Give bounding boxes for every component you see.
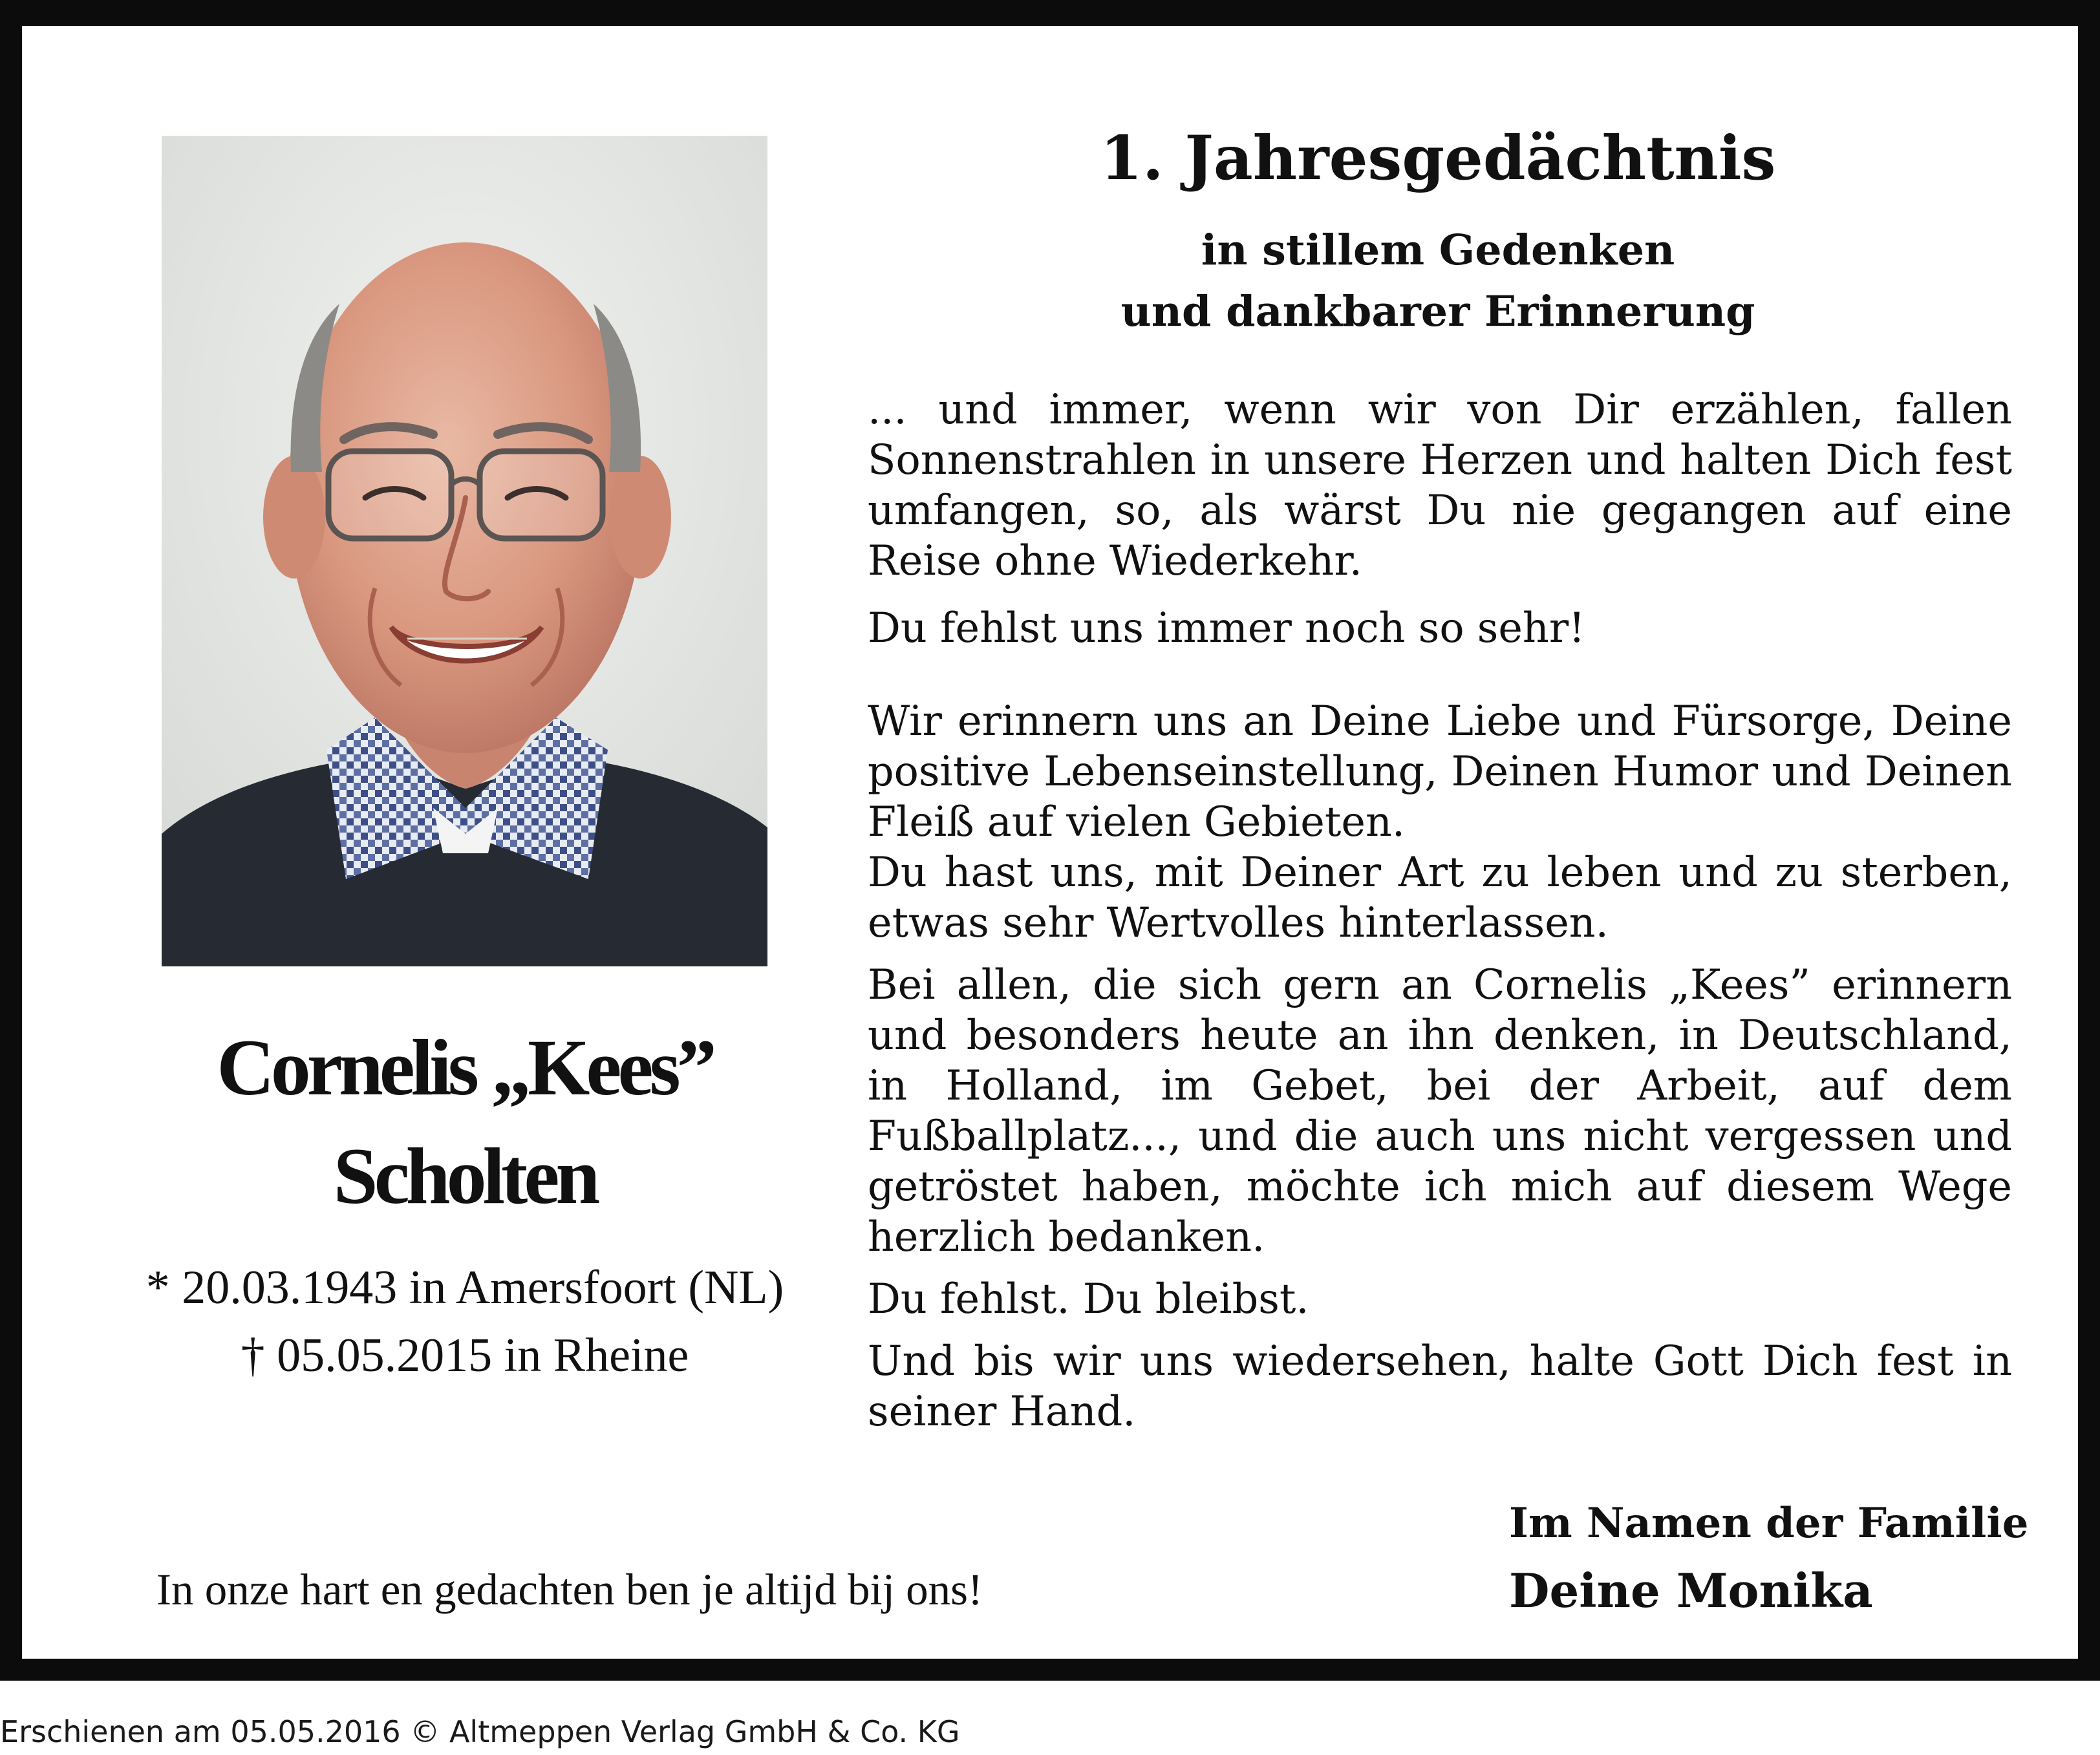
death-date: † 05.05.2015 in Rheine xyxy=(241,1329,689,1382)
paragraph-gods-hand: Und bis wir uns wiedersehen, halte Gott Dich fest in seiner Hand. xyxy=(868,1337,2012,1435)
portrait-photo xyxy=(162,136,767,966)
paragraph-legacy: Du hast uns, mit Deiner Art zu leben und zu sterben, etwas sehr Wertvolles hinterlassen. xyxy=(868,848,2012,946)
paragraph-sunbeams: ... und immer, wenn wir von Dir erzählen, fallen Sonnenstrahlen in unsere Herzen und halten Dich fest umfangen, so, als wärst Du nie gegangen auf eine Reise ohne Wiederkehr. xyxy=(868,385,2012,584)
paragraph-remember: Wir erinnern uns an Deine Liebe und Fürsorge, Deine positive Lebenseinstellung, Deinen Humor und Deinen Fleiß auf vielen Gebieten. xyxy=(868,697,2012,846)
notice-subheading-line2: und dankbarer Erinnerung xyxy=(1120,287,1755,336)
notice-subheading-line1: in stillem Gedenken xyxy=(1201,226,1675,275)
paragraph-you-stay: Du fehlst. Du bleibst. xyxy=(868,1275,1309,1323)
publication-footer: Erschienen am 05.05.2016 © Altmeppen Verlag GmbH & Co. KG xyxy=(0,1714,960,1749)
notice-heading: 1. Jahresgedächtnis xyxy=(1100,123,1776,194)
deceased-name-line2: Scholten xyxy=(333,1132,597,1220)
notice-body xyxy=(868,384,2012,1436)
birth-date: * 20.03.1943 in Amersfoort (NL) xyxy=(145,1261,784,1314)
paragraph-miss-you: Du fehlst uns immer noch so sehr! xyxy=(868,604,1585,652)
deceased-name-line1: Cornelis „Kees” xyxy=(217,1023,713,1112)
signature-name: Deine Monika xyxy=(1509,1563,1873,1618)
dutch-quote: In onze hart en gedachten ben je altijd bij ons! xyxy=(156,1565,983,1614)
portrait-illustration xyxy=(162,136,767,966)
signature-family: Im Namen der Familie xyxy=(1509,1499,2029,1548)
paragraph-thanks: Bei allen, die sich gern an Cornelis „Kees” erinnern und besonders heute an ihn denken, in Deutschland, in Holland, im Gebet, bei der Arbeit, auf dem Fußballplatz..., und die auch uns nicht vergessen und getröstet haben, möchte ich mich auf diesem Wege herzlich bedanken. xyxy=(868,961,2012,1260)
